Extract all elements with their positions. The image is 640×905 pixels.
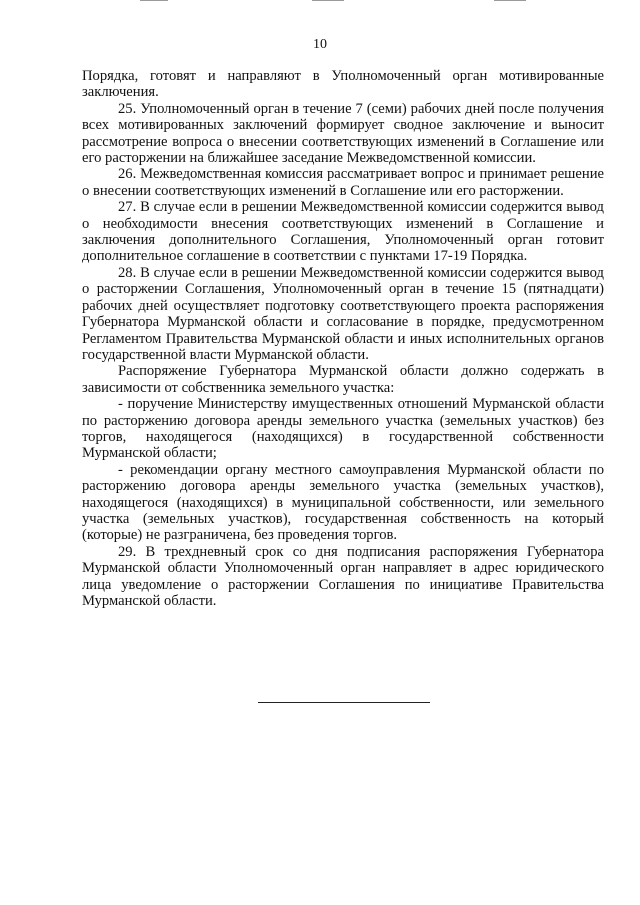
document-body — [82, 68, 604, 609]
paragraph-item-26: 26. Межведомственная комиссия рассматривает вопрос и принимает решение о внесении соответствующих изменений в Соглашение или его расторжении. — [82, 166, 604, 199]
paragraph-item-25: 25. Уполномоченный орган в течение 7 (семи) рабочих дней после получения всех мотивированных заключений формирует сводное заключение и выносит рассмотрение вопроса о внесении соответствующих изменений в Соглашение или его расторжении на ближайшее заседание Межведомственной комиссии. — [82, 100, 604, 167]
paragraph-continuation: Порядка, готовят и направляют в Уполномоченный орган мотивированные заключения. — [82, 68, 604, 101]
page-number: 10 — [313, 37, 327, 52]
paragraph-item-29: 29. В трехдневный срок со дня подписания распоряжения Губернатора Мурманской области Уполномоченный орган направляет в адрес юридического лица уведомление о расторжении Соглашения по инициативе Правительства Мурманской области. — [82, 543, 604, 609]
edge-mark — [494, 0, 526, 1]
paragraph-bullet-instruction: - поручение Министерству имущественных отношений Мурманской области по расторжению договора аренды земельного участка (земельных участков) без торгов, находящегося (находящихся) в государственной собственности Мурманской области; — [82, 396, 604, 462]
paragraph-item-27: 27. В случае если в решении Межведомственной комиссии содержится вывод о необходимости внесения соответствующих изменений в Соглашение и заключения дополнительного Соглашения, Уполномоченный орган готовит дополнительное соглашение в соответствии с пунктами 17-19 Порядка. — [82, 199, 604, 265]
edge-mark — [140, 0, 168, 1]
paragraph-item-28: 28. В случае если в решении Межведомственной комиссии содержится вывод о расторжении Соглашения, Уполномоченный орган в течение 15 (пятнадцати) рабочих дней осуществляет подготовку соответствующего проекта распоряжения Губернатора Мурманской области и согласование в порядке, предусмотренном Регламентом Правительства Мурманской области и иных исполнительных органов государственной власти Мурманской области. — [82, 264, 604, 363]
paragraph-order-content: Распоряжение Губернатора Мурманской области должно содержать в зависимости от собственника земельного участка: — [82, 363, 604, 396]
paragraph-bullet-recommendation: - рекомендации органу местного самоуправления Мурманской области по расторжению договора аренды земельного участка (земельных участков), находящегося (находящихся) в муниципальной собственности, или земельного участка (земельных участков), государственная собственность на который (которые) не разграничена, без проведения торгов. — [82, 461, 604, 544]
end-of-document-rule — [258, 702, 430, 703]
edge-mark — [312, 0, 344, 1]
previous-page-edge-marks — [0, 0, 640, 6]
